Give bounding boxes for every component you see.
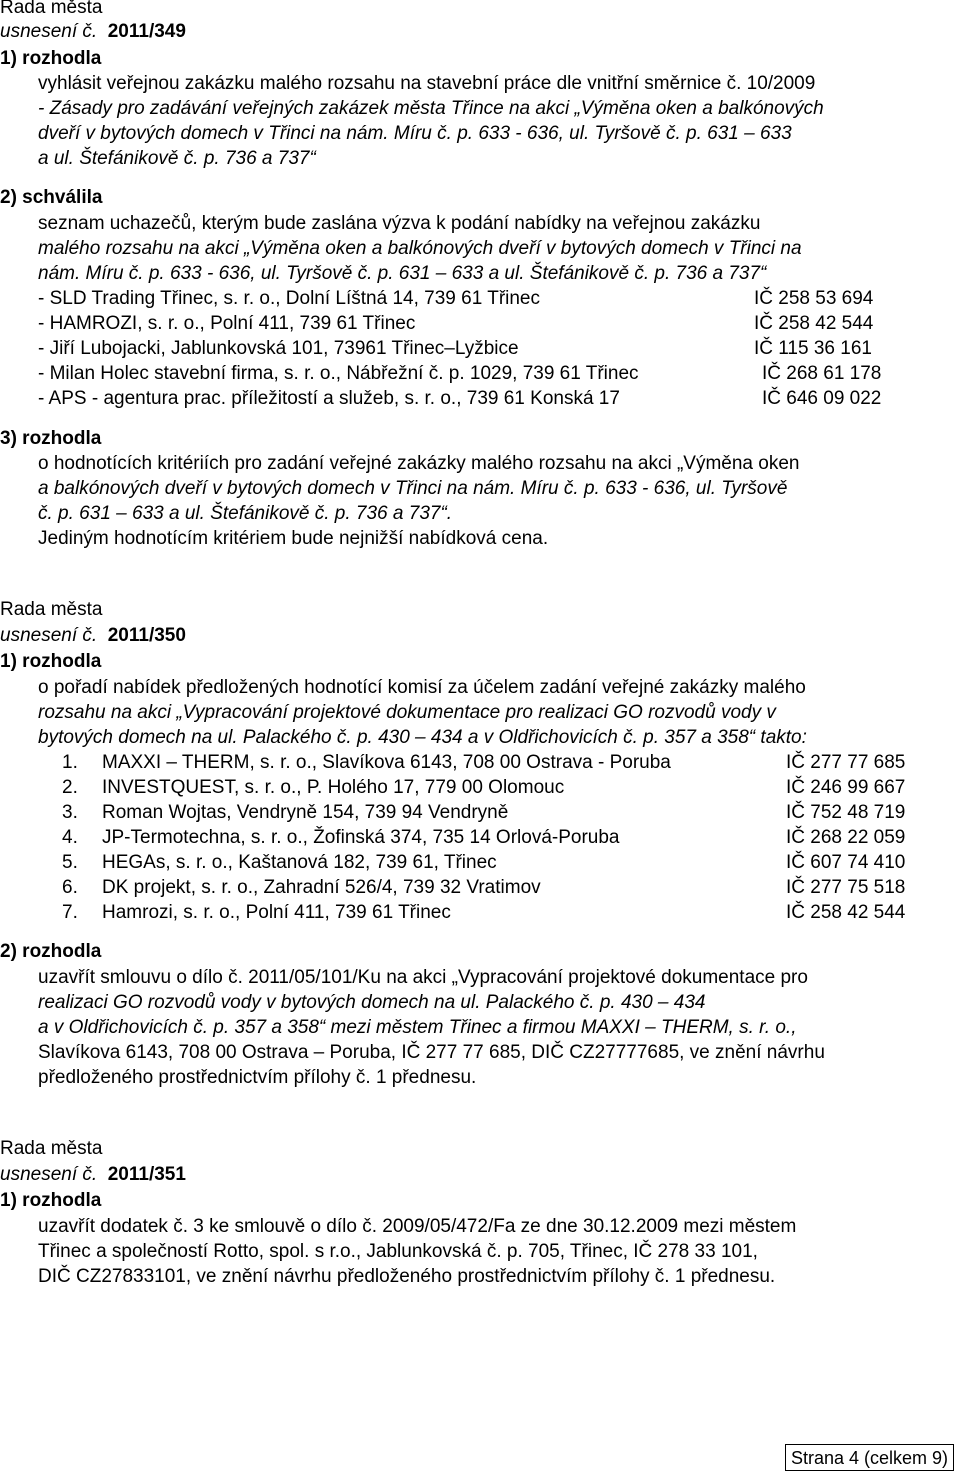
rada-mesta-heading: Rada města: [0, 599, 103, 620]
rank-ic: IČ 277 77 685: [786, 752, 906, 773]
point-3-label: 3) rozhodla: [0, 428, 102, 449]
usneseni-label: usnesení č.: [0, 625, 98, 646]
rank-number: 4.: [62, 827, 78, 848]
point-2-line: a v Oldřichovicích č. p. 357 a 358“ mezi městem Třinec a firmou MAXXI – THERM, s. r. o.,: [38, 1017, 797, 1038]
rank-number: 5.: [62, 852, 78, 873]
rank-ic: IČ 246 99 667: [786, 777, 906, 798]
point-2-label: 2) rozhodla: [0, 941, 102, 962]
rank-number: 6.: [62, 877, 78, 898]
rank-number: 3.: [62, 802, 78, 823]
point-1-line: a ul. Štefánikově č. p. 736 a 737“: [38, 148, 316, 169]
bidder-ic: IČ 646 09 022: [762, 388, 882, 409]
rank-company: Hamrozi, s. r. o., Polní 411, 739 61 Třinec: [102, 902, 451, 923]
rank-company: MAXXI – THERM, s. r. o., Slavíkova 6143, 708 00 Ostrava - Poruba: [102, 752, 671, 773]
rank-company: JP-Termotechna, s. r. o., Žofinská 374, 735 14 Orlová-Poruba: [102, 827, 620, 848]
rank-ic: IČ 752 48 719: [786, 802, 906, 823]
bidder-ic: IČ 115 36 161: [754, 338, 872, 359]
usneseni-label: usnesení č.: [0, 21, 98, 42]
usneseni-label: usnesení č.: [0, 1164, 98, 1185]
bidder-ic: IČ 268 61 178: [762, 363, 882, 384]
resolution-number: [0, 20, 186, 44]
page-number-footer: Strana 4 (celkem 9): [785, 1444, 954, 1471]
rada-mesta-heading: Rada města: [0, 1138, 103, 1159]
bidder-name: - HAMROZI, s. r. o., Polní 411, 739 61 Třinec: [38, 313, 416, 334]
rank-ic: IČ 258 42 544: [786, 902, 906, 923]
point-1-line: Třinec a společností Rotto, spol. s r.o., Jablunkovská č. p. 705, Třinec, IČ 278 33 101,: [38, 1241, 758, 1262]
point-1-line: uzavřít dodatek č. 3 ke smlouvě o dílo č. 2009/05/472/Fa ze dne 30.12.2009 mezi městem: [38, 1216, 797, 1237]
rank-company: Roman Wojtas, Vendryně 154, 739 94 Vendryně: [102, 802, 509, 823]
point-2-line: předloženého prostřednictvím přílohy č. 1 přednesu.: [38, 1067, 477, 1088]
point-1-line: DIČ CZ27833101, ve znění návrhu předloženého prostřednictvím přílohy č. 1 přednesu.: [38, 1266, 776, 1287]
point-1-line: o pořadí nabídek předložených hodnotící komisí za účelem zadání veřejné zakázky malého: [38, 677, 806, 698]
point-2-line: realizaci GO rozvodů vody v bytových domech na ul. Palackého č. p. 430 – 434: [38, 992, 706, 1013]
point-1-line: dveří v bytových domech v Třinci na nám. Míru č. p. 633 - 636, ul. Tyršově č. p. 631 – 633: [38, 123, 792, 144]
bidder-name: - Milan Holec stavební firma, s. r. o., Nábřežní č. p. 1029, 739 61 Třinec: [38, 363, 639, 384]
point-2-line: malého rozsahu na akci „Výměna oken a balkónových dveří v bytových domech v Třinci na: [38, 238, 802, 259]
usneseni-number: 2011/350: [107, 625, 186, 646]
point-3-line: a balkónových dveří v bytových domech v Třinci na nám. Míru č. p. 633 - 636, ul. Tyršově: [38, 478, 788, 499]
bidder-ic: IČ 258 53 694: [754, 288, 874, 309]
rank-ic: IČ 277 75 518: [786, 877, 906, 898]
point-1-line: rozsahu na akci „Vypracování projektové dokumentace pro realizaci GO rozvodů vody v: [38, 702, 776, 723]
rada-mesta-heading: Rada města: [0, 0, 103, 18]
point-2-line: seznam uchazečů, kterým bude zaslána výzva k podání nabídky na veřejnou zakázku: [38, 213, 761, 234]
rank-ic: IČ 607 74 410: [786, 852, 906, 873]
usneseni-number: 2011/351: [107, 1164, 186, 1185]
point-1-line: bytových domech na ul. Palackého č. p. 430 – 434 a v Oldřichovicích č. p. 357 a 358“ takto:: [38, 727, 807, 748]
bidder-name: - Jiří Lubojacki, Jablunkovská 101, 73961 Třinec–Lyžbice: [38, 338, 519, 359]
bidder-ic: IČ 258 42 544: [754, 313, 874, 334]
point-3-line: č. p. 631 – 633 a ul. Štefánikově č. p. 736 a 737“.: [38, 503, 453, 524]
rank-number: 2.: [62, 777, 78, 798]
point-1-label: 1) rozhodla: [0, 1190, 102, 1211]
point-2-line: nám. Míru č. p. 633 - 636, ul. Tyršově č. p. 631 – 633 a ul. Štefánikově č. p. 736 a 737“: [38, 263, 767, 284]
rank-ic: IČ 268 22 059: [786, 827, 906, 848]
rank-number: 1.: [62, 752, 78, 773]
point-3-line: o hodnotících kritériích pro zadání veřejné zakázky malého rozsahu na akci „Výměna oken: [38, 453, 800, 474]
resolution-number: [0, 1163, 186, 1187]
bidder-name: - APS - agentura prac. příležitostí a služeb, s. r. o., 739 61 Konská 17: [38, 388, 620, 409]
rank-number: 7.: [62, 902, 78, 923]
bidder-name: - SLD Trading Třinec, s. r. o., Dolní Líštná 14, 739 61 Třinec: [38, 288, 540, 309]
rank-company: INVESTQUEST, s. r. o., P. Holého 17, 779 00 Olomouc: [102, 777, 565, 798]
point-2-line: uzavřít smlouvu o dílo č. 2011/05/101/Ku na akci „Vypracování projektové dokumentace pro: [38, 967, 808, 988]
usneseni-number: 2011/349: [107, 21, 186, 42]
point-2-line: Slavíkova 6143, 708 00 Ostrava – Poruba, IČ 277 77 685, DIČ CZ27777685, ve znění návrhu: [38, 1042, 825, 1063]
point-3-line: Jediným hodnotícím kritériem bude nejnižší nabídková cena.: [38, 528, 549, 549]
point-2-label: 2) schválila: [0, 187, 103, 208]
rank-company: HEGAs, s. r. o., Kaštanová 182, 739 61, Třinec: [102, 852, 497, 873]
point-1-label: 1) rozhodla: [0, 651, 102, 672]
point-1-line: - Zásady pro zadávání veřejných zakázek města Třince na akci „Výměna oken a balkónových: [38, 98, 824, 119]
point-1-label: 1) rozhodla: [0, 48, 102, 69]
rank-company: DK projekt, s. r. o., Zahradní 526/4, 739 32 Vratimov: [102, 877, 541, 898]
point-1-line: vyhlásit veřejnou zakázku malého rozsahu na stavební práce dle vnitřní směrnice č. 10/2009: [38, 73, 816, 94]
resolution-number: [0, 624, 186, 648]
